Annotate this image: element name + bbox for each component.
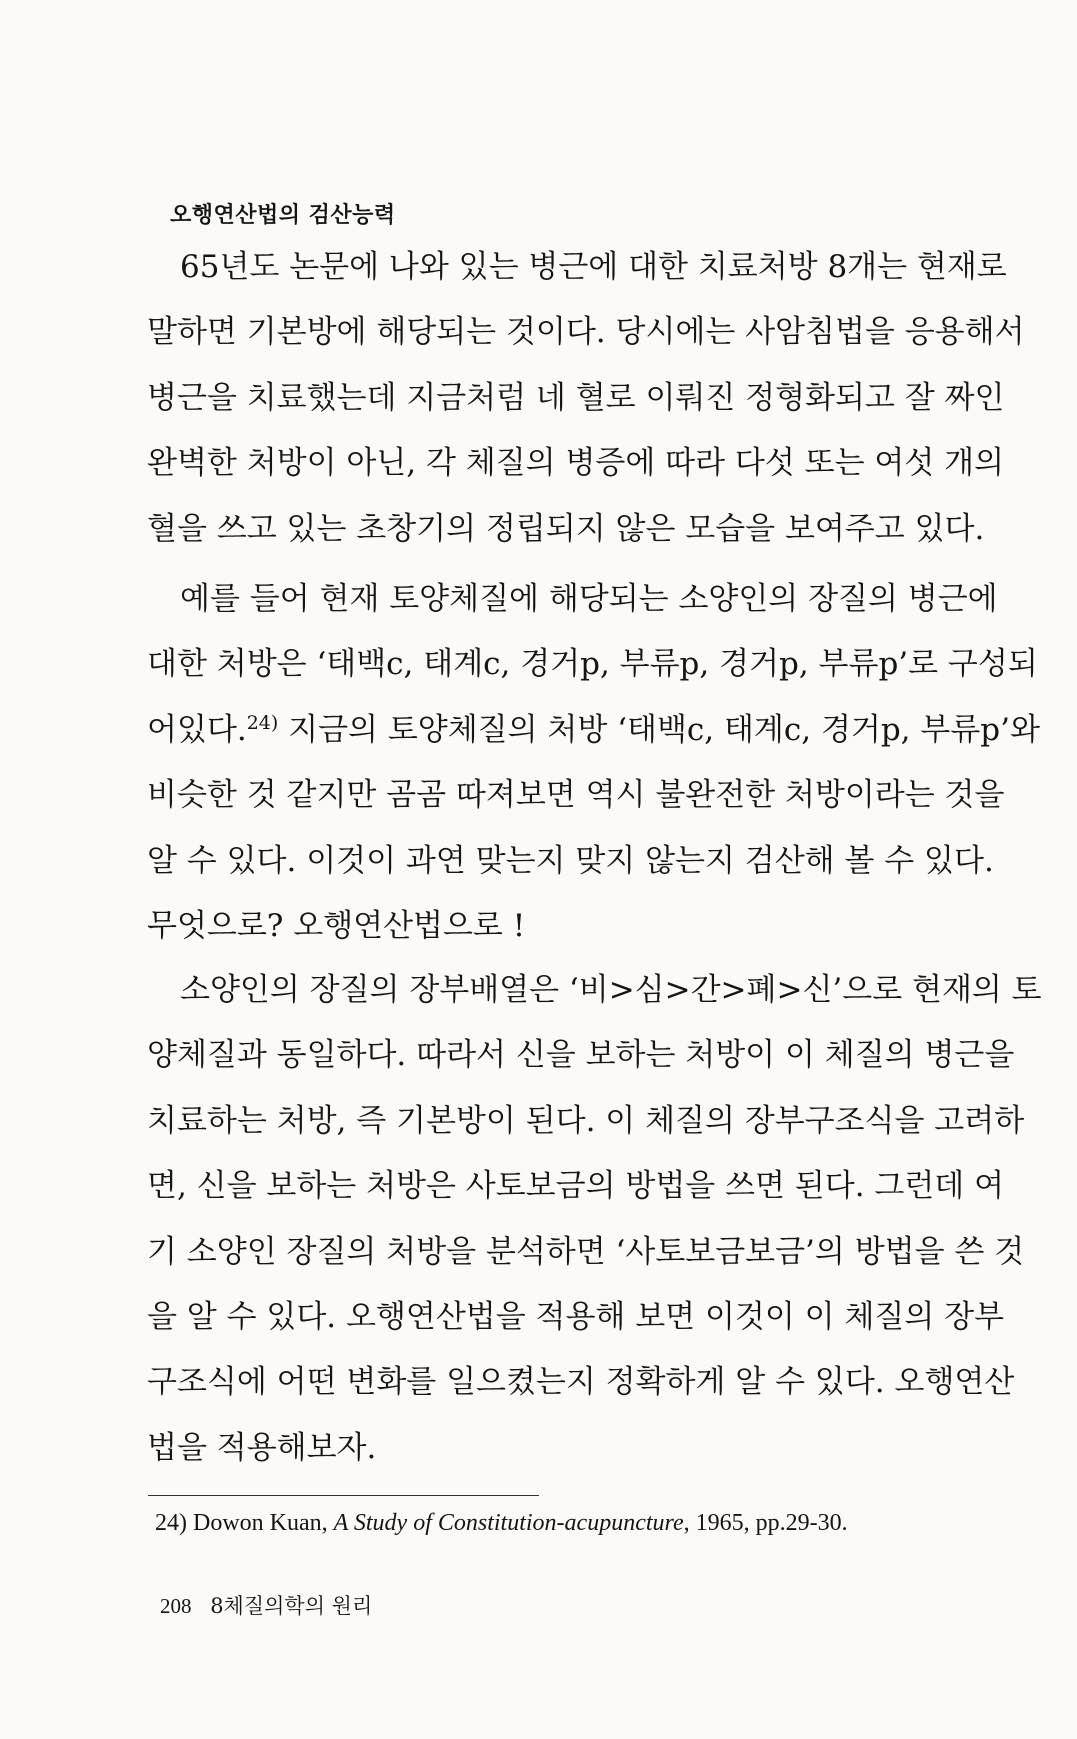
paragraph-line: 양체질과 동일하다. 따라서 신을 보하는 처방이 이 체질의 병근을 [147, 1037, 1015, 1074]
paragraph-line: 65년도 논문에 나와 있는 병근에 대한 치료처방 8개는 현재로 [180, 249, 1007, 285]
footnote-divider [148, 1495, 539, 1496]
footnote-title: A Study of Constitution-acupuncture [333, 1510, 684, 1536]
paragraph-line [147, 698, 1040, 763]
running-footer [160, 1590, 372, 1620]
paragraph-3 [147, 958, 1042, 1481]
paragraph-line: 면, 신을 보하는 처방은 사토보금의 방법을 쓰면 된다. 그런데 여 [147, 1168, 1005, 1205]
book-title: 8체질의학의 원리 [210, 1594, 373, 1618]
paragraph-line: 기 소양인 장질의 처방을 분석하면 ‘사토보금보금’의 방법을 쓴 것 [147, 1233, 1025, 1270]
page-number: 208 [160, 1594, 192, 1618]
paragraph-line: 구조식에 어떤 변화를 일으켰는지 정확하게 알 수 있다. 오행연산 [147, 1364, 1015, 1401]
paragraph-line: 비슷한 것 같지만 곰곰 따져보면 역시 불완전한 처방이라는 것을 [147, 777, 1005, 814]
paragraph-line: 치료하는 처방, 즉 기본방이 된다. 이 체질의 장부구조식을 고려하 [147, 1102, 1025, 1139]
line-text: 어있다. [147, 711, 247, 748]
paragraph-line: 혈을 쓰고 있는 초창기의 정립되지 않은 모습을 보여주고 있다. [147, 510, 985, 547]
paragraph-line: 무엇으로? 오행연산법으로 ! [147, 907, 526, 944]
paragraph-line: 알 수 있다. 이것이 과연 맞는지 맞지 않는지 검산해 볼 수 있다. [147, 842, 994, 879]
paragraph-line: 예를 들어 현재 토양체질에 해당되는 소양인의 장질의 병근에 [180, 581, 998, 617]
line-text: 지금의 토양체질의 처방 ‘태백c, 태계c, 경거p, 부류p’와 [278, 711, 1040, 748]
paragraph-line: 병근을 치료했는데 지금처럼 네 혈로 이뤄진 정형화되고 잘 짜인 [147, 379, 1005, 416]
paragraph-1 [147, 235, 1025, 562]
paragraph-line: 을 알 수 있다. 오행연산법을 적용해 보면 이것이 이 체질의 장부 [147, 1298, 1005, 1335]
paragraph-line: 대한 처방은 ‘태백c, 태계c, 경거p, 부류p, 경거p, 부류p’로 구성되 [147, 646, 1038, 683]
footnote-prefix: 24) Dowon Kuan, [155, 1510, 334, 1536]
footnote-suffix: , 1965, pp.29-30. [683, 1510, 848, 1536]
paragraph-line: 말하면 기본방에 해당되는 것이다. 당시에는 사암침법을 응용해서 [147, 314, 1025, 351]
paragraph-line: 법을 적용해보자. [147, 1429, 377, 1466]
paragraph-line: 완벽한 처방이 아닌, 각 체질의 병증에 따라 다섯 또는 여섯 개의 [147, 445, 1005, 482]
footnote-reference: 24) [246, 711, 279, 734]
paragraph-line: 소양인의 장질의 장부배열은 ‘비>심>간>폐>신’으로 현재의 토 [180, 972, 1042, 1008]
footnote [155, 1510, 848, 1537]
paragraph-2 [147, 567, 1040, 959]
section-heading: 오행연산법의 검산능력 [170, 203, 396, 228]
